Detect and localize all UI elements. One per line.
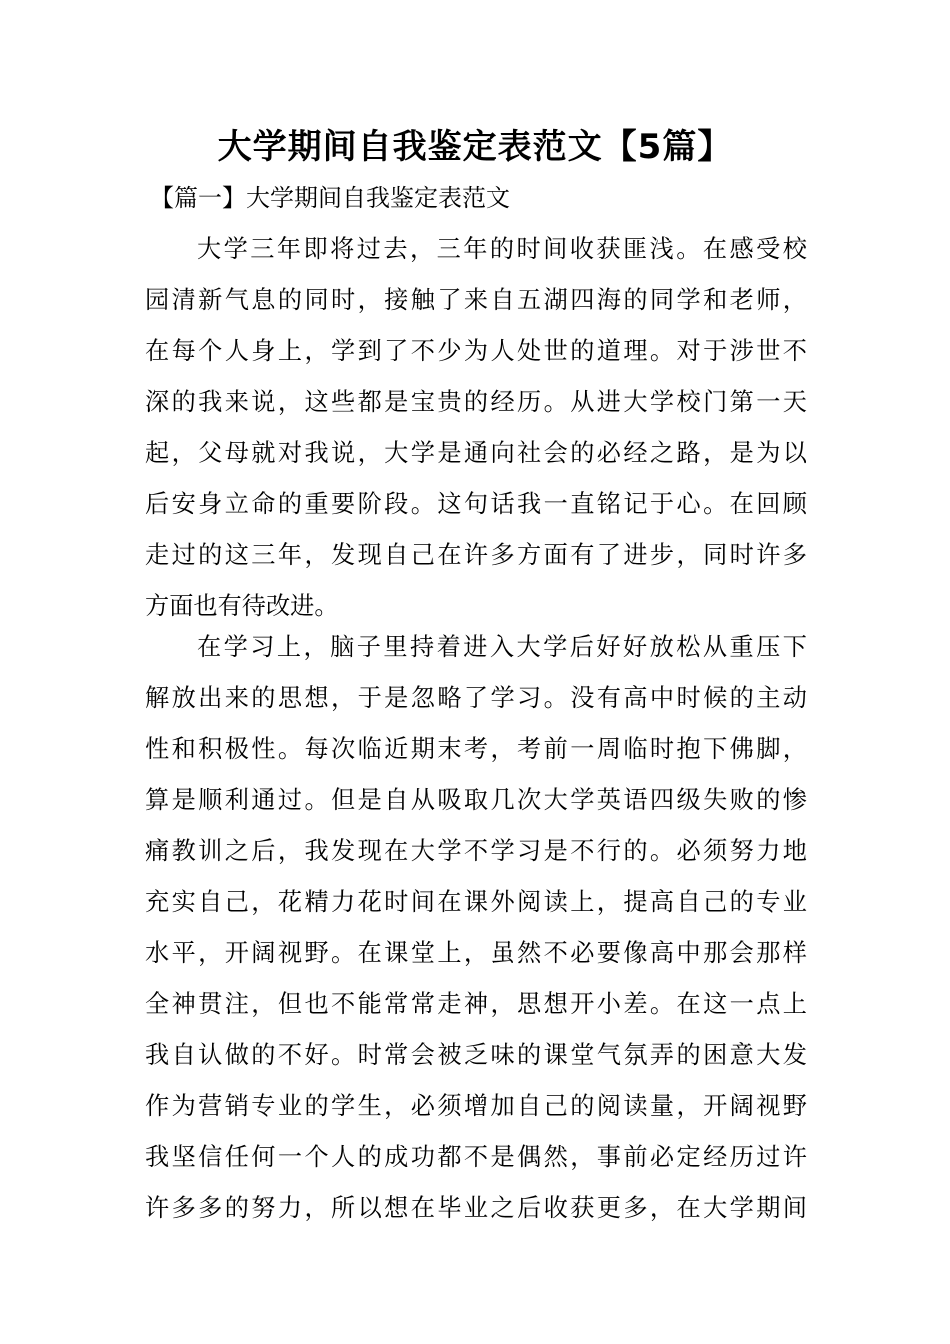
paragraph-line: 我自认做的不好。时常会被乏味的课堂气氛弄的困意大发 [145,1041,807,1069]
paragraph-2 [145,622,807,1234]
paragraph-line: 全神贯注，但也不能常常走神，思想开小差。在这一点上 [145,990,807,1018]
paragraph-line: 方面也有待改进。 [145,592,339,620]
paragraph-line: 在学习上，脑子里持着进入大学后好好放松从重压下 [197,633,807,661]
paragraph-line: 许多多的努力，所以想在毕业之后收获更多，在大学期间 [145,1194,807,1222]
paragraph-line: 大学三年即将过去，三年的时间收获匪浅。在感受校 [197,235,807,263]
paragraph-line: 充实自己，花精力花时间在课外阅读上，提高自己的专业 [145,888,807,916]
paragraph-line: 水平，开阔视野。在课堂上，虽然不必要像高中那会那样 [145,939,807,967]
paragraph-line: 性和积极性。每次临近期末考，考前一周临时抱下佛脚， [145,735,807,763]
section-heading: 【篇一】大学期间自我鉴定表范文 [150,184,510,212]
paragraph-line: 在每个人身上，学到了不少为人处世的道理。对于涉世不 [145,337,807,365]
paragraph-line: 作为营销专业的学生，必须增加自己的阅读量，开阔视野 [145,1092,807,1120]
paragraph-line: 后安身立命的重要阶段。这句话我一直铭记于心。在回顾 [145,490,807,518]
paragraph-line: 痛教训之后，我发现在大学不学习是不行的。必须努力地 [145,837,807,865]
paragraph-line: 深的我来说，这些都是宝贵的经历。从进大学校门第一天 [145,388,807,416]
paragraph-line: 起，父母就对我说，大学是通向社会的必经之路，是为以 [145,439,807,467]
paragraph-line: 解放出来的思想，于是忽略了学习。没有高中时候的主动 [145,684,807,712]
paragraph-line: 走过的这三年，发现自己在许多方面有了进步，同时许多 [145,541,807,569]
paragraph-line: 我坚信任何一个人的成功都不是偶然，事前必定经历过许 [145,1143,807,1171]
paragraph-line: 园清新气息的同时，接触了来自五湖四海的同学和老师， [145,286,807,314]
document-title: 大学期间自我鉴定表范文【5篇】 [217,127,733,167]
paragraph-line: 算是顺利通过。但是自从吸取几次大学英语四级失败的惨 [145,786,807,814]
paragraph-1 [145,224,807,632]
